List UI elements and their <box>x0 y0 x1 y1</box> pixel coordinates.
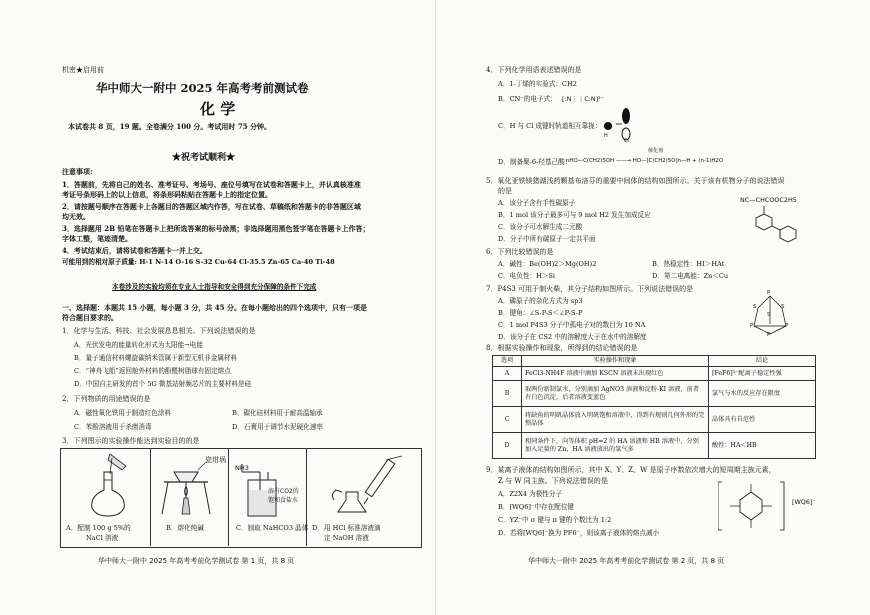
atom-label: P <box>767 290 771 296</box>
section1-heading-cont: 符合题目要求的。 <box>62 313 118 322</box>
table-row <box>493 407 816 433</box>
table-cell: 将缺角的明矾晶体放入明矾饱和溶液中，得到有规则几何外形的完整晶体 <box>522 407 709 433</box>
page-divider <box>435 0 436 615</box>
cn-electron-formula: [:N⋮⋮C:N]²⁻ <box>562 95 605 103</box>
q7-option-d: D．该分子在 CS2 中的溶解度大于在水中的溶解度 <box>498 333 647 341</box>
note-line: 字体工整，笔迹清楚。 <box>62 234 132 243</box>
atomic-mass-line: 可能用到的相对原子质量: H-1 N-14 O-16 S-32 Cu-64 Cl-35.5 Zn-65 Ca-40 Ti-48 <box>62 258 335 266</box>
q7-option-b: B．键角：∠S-P-S＜∠P-S-P <box>498 309 583 317</box>
wish-text: ★祝考试顺利★ <box>172 153 236 163</box>
confidential-mark: 机密★启用前 <box>62 66 104 74</box>
question-9-cont: Z 与 W 同主族。下列说法错误的是 <box>498 477 608 485</box>
note-line: 均无效。 <box>62 212 90 221</box>
atom-label: P <box>767 332 771 338</box>
atom-label: S <box>753 304 757 310</box>
atom-label: P <box>785 323 789 329</box>
q8-experiment-table <box>492 355 816 459</box>
co2-brine-label: 溶有CO2的 <box>268 488 299 495</box>
table-cell: 取两份新制氯水，分别滴加 AgNO3 溶液和淀粉-KI 溶液，前者有白色沉淀，后者溶液变蓝色 <box>522 381 709 407</box>
titration-setup-icon <box>312 452 416 518</box>
h-label: H <box>604 133 608 139</box>
table-cell: C <box>493 407 522 433</box>
table-cell: 晶体具有自范性 <box>709 407 816 433</box>
question-3: 3．下列图示的实验操作能达到实验目的的是 <box>62 437 200 445</box>
atom-label: S <box>767 312 771 318</box>
q1-option-a: A．光伏发电的能量转化形式为太阳能→电能 <box>74 341 203 349</box>
q3-option-d-cont: 定 NaOH 溶液 <box>324 534 369 542</box>
q2-option-d: D．石膏用于调节水泥硬化速率 <box>232 423 324 431</box>
table-cell: 相同条件下，向等体积 pH=2 的 HA 溶液和 HB 溶液中，分别加入足量的 Zn，HA 溶液放出的氢气多 <box>522 433 709 459</box>
q6-option-b: B．热稳定性：HI＞HAt <box>652 260 725 268</box>
table-header-cell: 结论 <box>709 356 816 367</box>
q3-option-a: A．配制 100 g 5%的 <box>66 524 131 532</box>
q3-divider <box>150 448 151 546</box>
question-5-cont: 的是 <box>498 187 512 195</box>
safety-note: 本卷涉及的实验均须在专业人士指导和安全得到充分保障的条件下完成 <box>112 283 317 291</box>
q2-option-c: C．苯酚溶液用于杀菌消毒 <box>74 423 152 431</box>
q6-option-d: D．第二电离能：Zn＜Cu <box>652 272 729 280</box>
q6-option-a: A．碱性：Be(OH)2＞Mg(OH)2 <box>498 260 597 268</box>
table-row <box>493 433 816 459</box>
q1-option-b: B．量子通信材料螺旋碳纳米管属于新型无机非金属材料 <box>74 354 238 362</box>
note-line: 1．答题前，先将自己的姓名、准考证号、考场号、座位号填写在试卷和答题卡上，并认真核准准 <box>62 180 361 189</box>
benzophenone-structure-icon <box>740 206 800 244</box>
question-7: 7．P4S3 可用于制火柴，其分子结构如图所示。下列说法错误的是 <box>486 285 694 293</box>
note-line: 考证号条形码上的以上信息，将条形码粘贴在答题卡上的指定位置。 <box>62 190 272 199</box>
q6-option-c: C．电负性：H＞Si <box>498 272 555 280</box>
q4-option-d: D．制备聚-6-羟基己酸： <box>498 158 572 166</box>
table-header-cell: 实验操作和现象 <box>522 356 709 367</box>
q7-option-c: C．1 mol P4S3 分子中孤电子对的数目为 10 NA <box>498 321 646 329</box>
cl-label: Cl <box>624 138 629 144</box>
notes-heading: 注意事项: <box>62 167 93 176</box>
q3-option-b: B．熔化纯碱 <box>166 524 204 532</box>
q1-option-c: C．“神舟飞船”返回舱外材料的酚醛树脂球有固定熔点 <box>74 367 231 375</box>
ionic-liquid-structure-icon <box>718 478 788 534</box>
q9-option-c: C．YZ⁻中 σ 键与 π 键的个数比为 1:2 <box>498 516 612 524</box>
page-footer-left: 华中师大一附中 2025 年高考考前化学测试卷 第 1 页，共 8 页 <box>98 557 295 565</box>
q3-option-d: D．用 HCl 标准溶液滴 <box>312 524 381 532</box>
polymerization-equation: nHO—C(CH2)5OH ——→ HO—[C(CH2)5O]n—H + (n-1)H2O <box>566 158 724 164</box>
q5-option-b: B．1 mol 该分子最多可与 9 mol H2 发生加成反应 <box>498 211 651 219</box>
q5-option-a: A．该分子含有手性碳原子 <box>498 199 576 207</box>
table-header-cell: 选项 <box>493 356 522 367</box>
page-footer-right: 华中师大一附中 2025 年高考考前化学测试卷 第 2 页，共 8 页 <box>528 557 725 565</box>
question-4: 4．下列化学用语表述错误的是 <box>486 66 582 74</box>
question-5: 5．氧化亚铁镁猪湖浅药颗基布洛芬的重要中间体的结构如图所示。关于该有机物分子的说法错误 <box>486 177 785 185</box>
ibuprofen-intermediate-formula: NC—CHCOOC2H5 <box>740 196 797 204</box>
co2-brine-label: 饱和食盐水 <box>268 497 299 504</box>
q2-option-b: B．碳化硅材料用于耐高温轴承 <box>232 409 323 417</box>
atom-label: S <box>781 304 785 310</box>
q3-divider <box>228 448 229 546</box>
catalyst-label: 催化剂 <box>648 148 664 154</box>
table-cell: D <box>493 433 522 459</box>
q1-option-d: D．中国自主研发的首个 5G 微基站射频芯片的主要材料是硅 <box>74 380 252 388</box>
table-cell: [FeF6]³⁻配离子稳定性强 <box>709 367 816 381</box>
table-cell: 氯气与水的反应存在限度 <box>709 381 816 407</box>
table-cell: B <box>493 381 522 407</box>
anion-label: [WQ6]⁻ <box>792 498 816 506</box>
atom-label: P <box>750 323 754 329</box>
q4-option-b: B．CN⁻的电子式： <box>498 95 557 103</box>
question-1: 1．化学与生活、科技、社会发展息息相关。下列说法错误的是 <box>62 327 256 335</box>
q3-option-a-cont: NaCl 溶液 <box>86 534 119 542</box>
note-line: 2．请按题号顺序在答题卡上各题目的答题区域内作答，写在试卷、草稿纸和答题卡的非答题区域 <box>62 202 361 211</box>
subject-title: 化 学 <box>200 100 236 118</box>
q3-option-c: C．制取 NaHCO3 晶体 <box>236 524 309 532</box>
exam-title: 华中师大一附中 2025 年高考考前测试卷 <box>96 81 309 95</box>
table-cell: 酸性：HA＜HB <box>709 433 816 459</box>
exam-info: 本试卷共 8 页，19 题。全卷满分 100 分。考试用时 75 分钟。 <box>68 122 272 131</box>
q2-option-a: A．磁性氧化铁用于制造红色涂料 <box>74 409 172 417</box>
q7-option-a: A．磷原子的杂化方式为 sp3 <box>498 297 583 305</box>
table-row <box>493 381 816 407</box>
table-row <box>493 367 816 381</box>
section1-heading: 一、选择题：本题共 15 小题，每小题 3 分，共 45 分。在每小题给出的四个选项中，只有一项是 <box>62 303 367 312</box>
q9-option-b: B．[WQ6]⁻中存在配位键 <box>498 503 575 511</box>
q4-option-a: A．1-丁烯的实验式：CH2 <box>498 80 577 88</box>
nh3-label: NH3 <box>235 464 249 472</box>
q9-option-a: A．Z2X4 为极性分子 <box>498 490 563 498</box>
q9-option-d: D．若将[WQ6]⁻换为 PF6⁻，则该离子液体的熔点减小 <box>498 529 660 537</box>
q5-option-d: D．分子中所有碳原子一定共平面 <box>498 235 596 243</box>
table-cell: A <box>493 367 522 381</box>
question-9: 9．某离子液体的结构如图所示，其中 X、Y、Z、W 是原子序数依次增大的短周期主族元素， <box>486 466 776 474</box>
table-header-row <box>493 356 816 367</box>
note-line: 4．考试结束后，请将试卷和答题卡一并上交。 <box>62 246 207 255</box>
note-line: 3．选择题用 2B 铅笔在答题卡上把所选答案的标号涂黑；非选择题用黑色签字笔在答题卡上作答； <box>62 224 370 233</box>
table-cell: FeCl3-NH4F 溶液中滴加 KSCN 溶液未出现红色 <box>522 367 709 381</box>
q5-option-c: C．该分子可水解生成二元酸 <box>498 223 583 231</box>
question-8: 8．根据实验操作和现象，所得到的结论错误的是 <box>486 344 638 352</box>
volumetric-flask-icon <box>80 452 136 518</box>
crucible-label: 瓷坩埚 <box>205 456 226 464</box>
question-6: 6．下列比较错误的是 <box>486 248 554 256</box>
q4-option-c: C．H 与 Cl 成键时轨道相互靠拢： <box>498 122 602 130</box>
question-2: 2．下列物质的用途错误的是 <box>62 395 151 403</box>
